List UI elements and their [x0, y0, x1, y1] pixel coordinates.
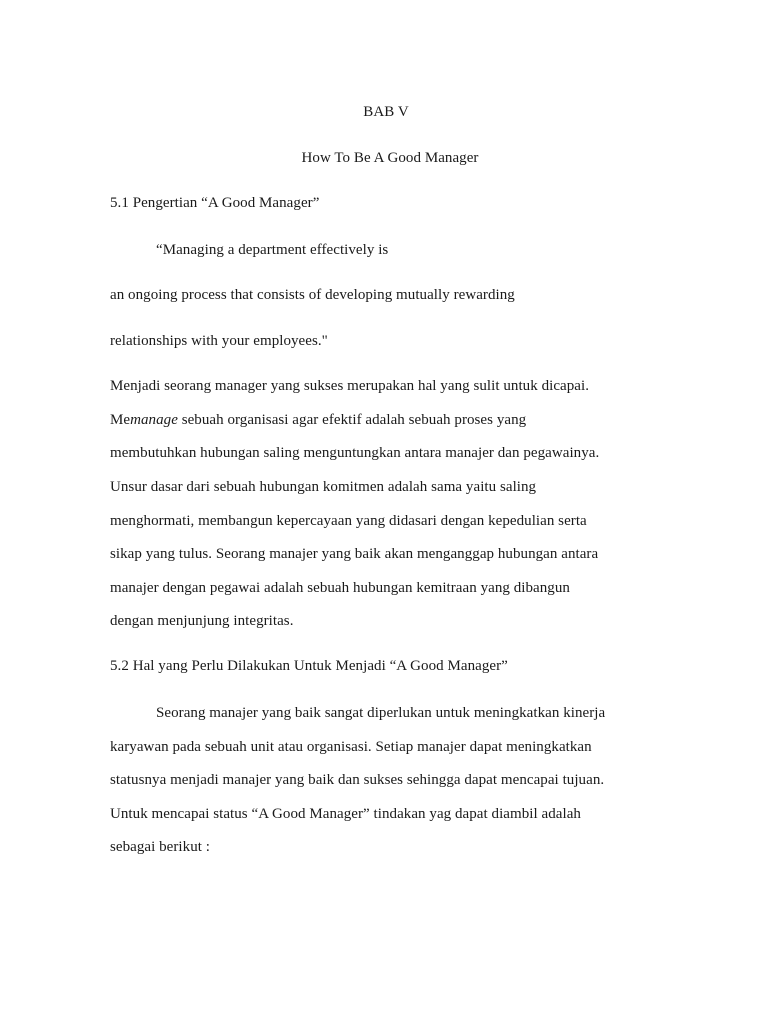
paragraph-1-italic-word: manage	[130, 412, 178, 428]
paragraph-1-line-2	[110, 411, 526, 429]
paragraph-2-line-1: Seorang manajer yang baik sangat diperlukan untuk meningkatkan kinerja	[156, 705, 606, 721]
paragraph-1-line-1: Menjadi seorang manager yang sukses merupakan hal yang sulit untuk dicapai.	[110, 378, 590, 394]
paragraph-1-line-4: Unsur dasar dari sebuah hubungan komitmen adalah sama yaitu saling	[110, 479, 537, 495]
section-2-heading: 5.2 Hal yang Perlu Dilakukan Untuk Menjadi “A Good Manager”	[110, 658, 508, 674]
chapter-title: How To Be A Good Manager	[301, 150, 479, 166]
section-1-heading: 5.1 Pengertian “A Good Manager”	[110, 195, 320, 211]
chapter-heading: BAB V	[363, 104, 409, 120]
paragraph-1-line-5: menghormati, membangun kepercayaan yang didasari dengan kepedulian serta	[110, 513, 587, 529]
paragraph-1-line-2-prefix: Me	[110, 412, 131, 428]
paragraph-2-line-5: sebagai berikut :	[110, 839, 210, 855]
paragraph-2-line-2: karyawan pada sebuah unit atau organisasi. Setiap manajer dapat meningkatkan	[110, 739, 592, 755]
quote-line-1: “Managing a department effectively is	[156, 242, 389, 258]
paragraph-1-line-6: sikap yang tulus. Seorang manajer yang baik akan menganggap hubungan antara	[110, 546, 599, 562]
paragraph-1-line-2-rest: sebuah organisasi agar efektif adalah sebuah proses yang	[177, 412, 527, 428]
paragraph-1-line-7: manajer dengan pegawai adalah sebuah hubungan kemitraan yang dibangun	[110, 580, 570, 596]
paragraph-2-line-3: statusnya menjadi manajer yang baik dan sukses sehingga dapat mencapai tujuan.	[110, 772, 605, 788]
quote-line-2: an ongoing process that consists of developing mutually rewarding	[110, 287, 515, 303]
paragraph-2-line-4: Untuk mencapai status “A Good Manager” tindakan yag dapat diambil adalah	[110, 806, 581, 822]
quote-line-3: relationships with your employees."	[110, 333, 328, 349]
paragraph-1-line-8: dengan menjunjung integritas.	[110, 613, 294, 629]
paragraph-1-line-3: membutuhkan hubungan saling menguntungkan antara manajer dan pegawainya.	[110, 445, 600, 461]
